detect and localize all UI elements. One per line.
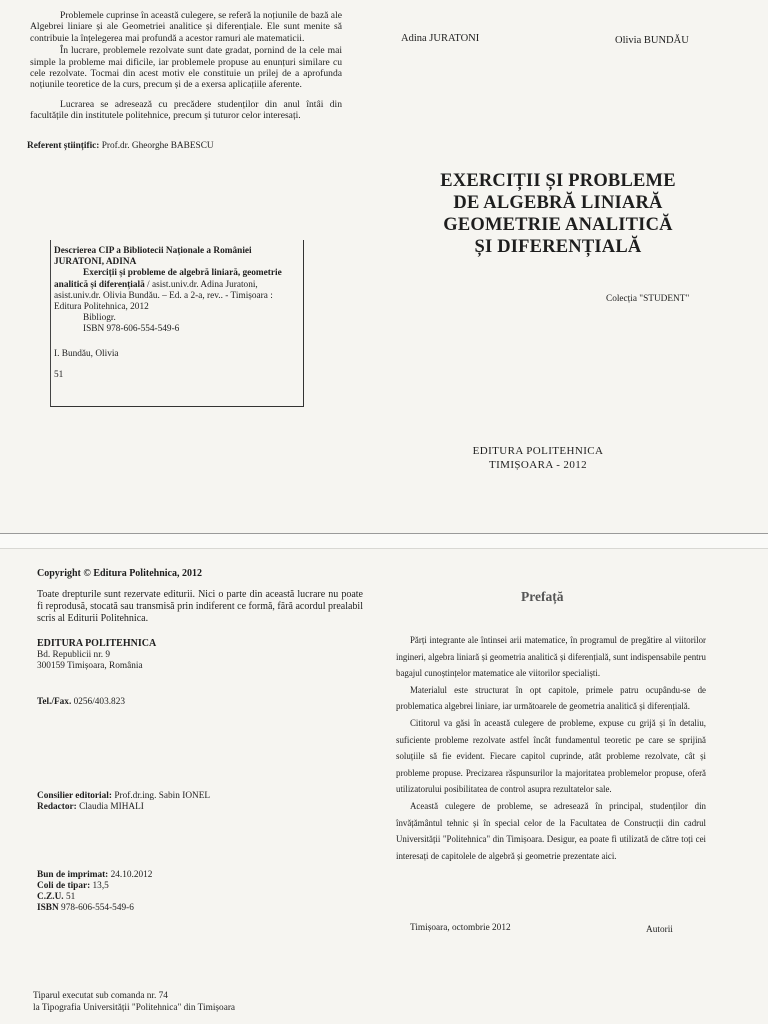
bun-de-imprimat [37,870,152,881]
book-title [398,170,718,258]
title-line-3: GEOMETRIE ANALITICĂ [443,215,673,235]
publisher-name: EDITURA POLITEHNICA [472,445,604,457]
referent-value: Prof.dr. Gheorghe BABESCU [101,141,214,151]
cip-line-9: I. Bundău, Olivia [54,348,119,359]
cip-line-2: JURATONI, ADINA [54,257,137,268]
consilier-value: Prof.dr.ing. Sabin IONEL [114,791,211,801]
coli-de-tipar [37,881,152,892]
copyright: Copyright © Editura Politehnica, 2012 [37,568,202,579]
publisher-place-year: TIMIȘOARA - 2012 [488,459,588,471]
publisher-address [37,638,337,673]
cip-line-10: 51 [54,369,64,380]
coli-label: Coli de tipar: [37,881,91,891]
preface-paragraph-2: Materialul este structurat în opt capitole, primele patru ocupându-se de problematica algebrei liniare, iar următoarele de geometria analitică și diferențială. [396,684,706,712]
redactor-label: Redactor: [37,802,77,812]
redactor [37,802,210,813]
cip-line-3: Exerciții și probleme de algebră liniară, geometrie [83,268,282,279]
redactor-value: Claudia MIHALI [79,802,144,812]
preface-paragraph-3: Cititorul va găsi în această culegere de probleme, expuse cu grijă și în detaliu, suficiente probleme rezolvate astfel încât fundamentul teoretic pe care se sprijină soluțiile să fie evident. Fiecare capitol cuprinde, atât probleme rezolvate, cât și probleme propuse. Precizarea răspunsurilor la majoritatea problemelor propuse, oferă utilizatorului posibilitatea de control asupra rezultatelor sale. [396,717,706,795]
isbn-label: ISBN [37,903,59,913]
publisher-block [458,444,618,472]
title-line-2: DE ALGEBRĂ LINIARĂ [453,193,663,213]
author-2: Olivia BUNDĂU [615,35,689,46]
cip-box [50,240,304,407]
isbn-value: 978-606-554-549-6 [61,903,134,913]
czu-value: 51 [65,892,76,902]
editorial-staff [37,791,210,813]
author-1: Adina JURATONI [401,33,480,44]
coli-value: 13,5 [92,881,109,891]
consilier-label: Consilier editorial: [37,791,112,801]
cip-line-4 [54,280,303,291]
cip-line-1: Descrierea CIP a Bibliotecii Naționale a României [54,246,252,256]
title-line-4: ȘI DIFERENȚIALĂ [474,237,642,257]
address-line-1: Bd. Republicii nr. 9 [37,649,111,660]
intro-paragraph-1: Problemele cuprinse în această culegere, se referă la noțiunile de bază ale Algebrei liniare și ale Geometriei analitice și diferențiale. Ele sunt menite să contribuie la înțelegerea mai profundă a acestor ramuri ale matematicii. [30,10,342,44]
preface-paragraph-4: Această culegere de probleme, se adresează în principal, studenților din învățământul tehnic și în special celor de la Facultatea de Construcții din cadrul Universității "Politehnica" din Timișoara. Desigur, ea poate fi utilizată de către toți cei interesați de capitolele de algebră și geometrie prezentate aici. [396,800,706,861]
tipar-line-2: la Tipografia Universității "Politehnica" din Timișoara [33,1003,236,1013]
bun-value: 24.10.2012 [110,870,153,880]
collection: Colecția "STUDENT" [606,294,690,304]
cip-line-6: Editura Politehnica, 2012 [54,302,149,313]
czu-label: C.Z.U. [37,892,64,902]
cip-line-8: ISBN 978-606-554-549-6 [83,324,180,335]
tipar-line-1: Tiparul executat sub comanda nr. 74 [33,991,168,1001]
preface-paragraph-1: Părți integrante ale întinsei arii matematice, în programul de pregătire al viitorilor ingineri, algebra liniară și geometria analitică și diferențială, sunt indispensabile pentru bagajul cunoștințelor matematice ale viitorilor specialiști. [396,635,706,679]
referent-label: Referent științific: [27,141,100,151]
bun-label: Bun de imprimat: [37,870,109,880]
print-info [37,870,152,914]
czu [37,892,152,903]
intro-text [30,10,342,122]
address-line-2: 300159 Timișoara, România [37,661,143,671]
cip-line-5: asist.univ.dr. Olivia Bundău. – Ed. a 2-a, rev.. - Timișoara : [54,290,273,301]
tel-value: 0256/403.823 [73,697,125,707]
cip-title-tail: analitică și diferențială [54,279,145,290]
intro-paragraph-3: Lucrarea se adresează cu precădere studenților din anul întâi din facultățile din institutele politehnice, precum și tuturor celor interesați. [30,98,342,122]
preface-signature: Autorii [646,925,673,935]
consilier [37,791,210,802]
intro-paragraph-2: În lucrare, problemele rezolvate sunt date gradat, pornind de la cele mai simple la probleme mai dificile, iar problemele propuse au enunțuri similare cu cele rezolvate. Tocmai din acest motiv ele constituie un prilej de a aprofunda noțiunile teoretice de la curs, precum și de a exersa aplicațiile aferente. [30,45,342,91]
print-shop [33,990,235,1014]
referent [27,141,357,153]
cip-line-7: Bibliogr. [83,313,116,324]
preface-date-place: Timișoara, octombrie 2012 [410,923,511,933]
isbn [37,903,152,914]
tel-label: Tel./Fax. [37,697,72,707]
cip-authors-1: / asist.univ.dr. Adina Juratoni, [144,279,258,290]
rights-notice: Toate drepturile sunt rezervate editurii. Nici o parte din această lucrare nu poate fi reprodusă, stocată sau transmisă prin indiferent ce formă, fără acordul prealabil scris al Editurii Politehnica. [37,589,363,624]
preface-heading: Prefață [521,589,564,604]
publisher-name-bottom: EDITURA POLITEHNICA [37,638,157,649]
page-separator [0,533,768,549]
preface-body [396,632,706,864]
title-line-1: EXERCIȚII ȘI PROBLEME [440,171,676,191]
tel-fax [37,697,125,709]
